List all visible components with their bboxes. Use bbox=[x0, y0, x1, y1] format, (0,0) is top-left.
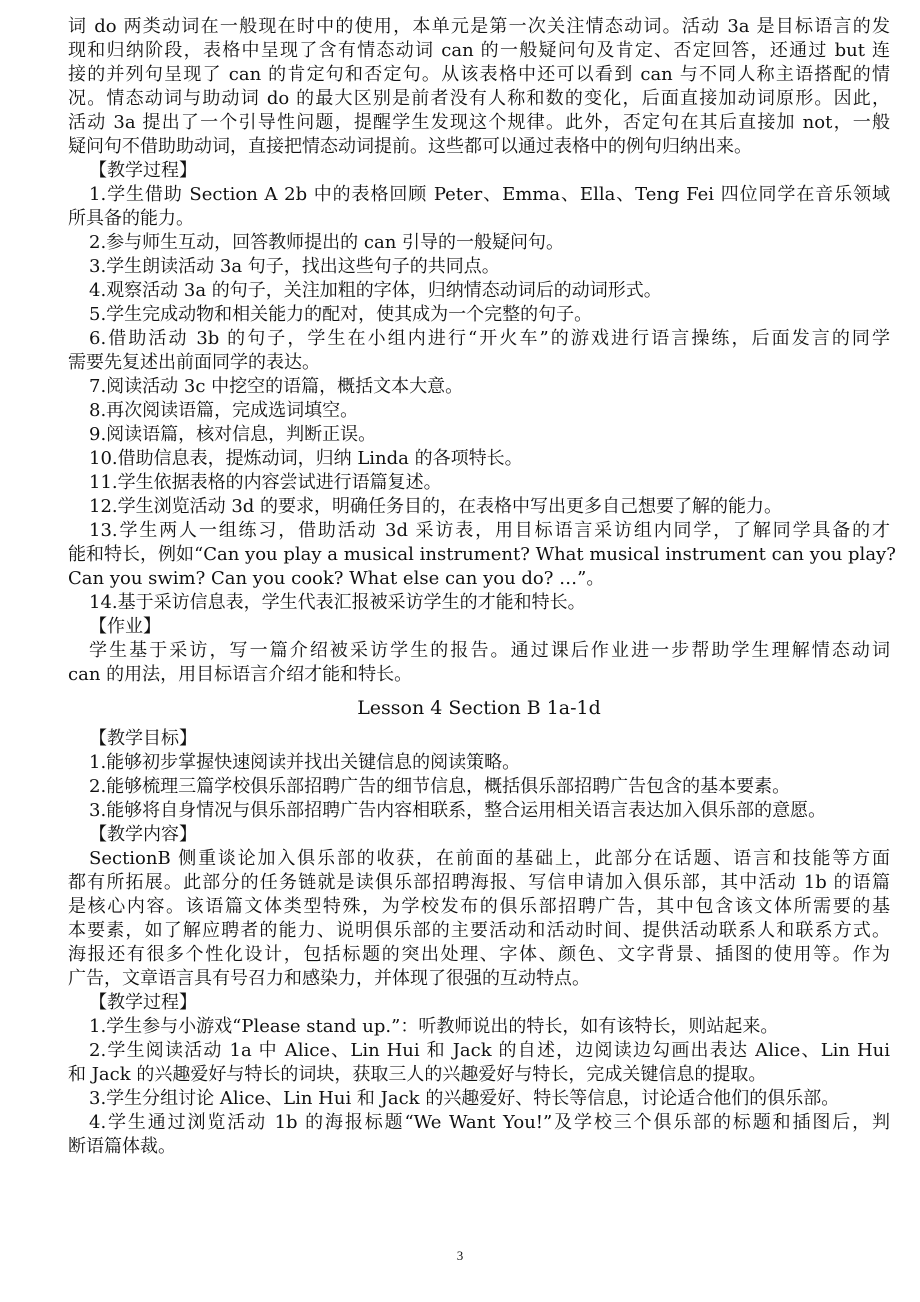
text-line: 和 Jack 的兴趣爱好与特长的词块，获取三人的兴趣爱好与特长，完成关键信息的提取。 bbox=[68, 1064, 767, 1085]
text-line: 8.再次阅读语篇，完成选词填空。 bbox=[89, 400, 359, 421]
text-line: 断语篇体裁。 bbox=[68, 1136, 176, 1157]
text-line: 所具备的能力。 bbox=[68, 208, 194, 229]
text-line: 现和归纳阶段，表格中呈现了含有情态动词 can 的一般疑问句及肯定、否定回答，还通过 but 连 bbox=[68, 40, 890, 61]
document-body bbox=[68, 15, 896, 1159]
text-line: 是核心内容。该语篇文体类型特殊，为学校发布的俱乐部招聘广告，其中包含该文体所需要的基 bbox=[68, 896, 890, 917]
text-line: 疑问句不借助助动词，直接把情态动词提前。这些都可以通过表格中的例句归纳出来。 bbox=[68, 136, 752, 157]
text-line: 3.学生分组讨论 Alice、Lin Hui 和 Jack 的兴趣爱好、特长等信息，讨论适合他们的俱乐部。 bbox=[89, 1088, 840, 1109]
text-line: 本要素，如了解应聘者的能力、说明俱乐部的主要活动和活动时间、提供活动联系人和联系方式。 bbox=[68, 920, 890, 941]
text-line: 1.学生借助 Section A 2b 中的表格回顾 Peter、Emma、Ella、Teng Fei 四位同学在音乐领域 bbox=[89, 184, 890, 205]
text-line: 4.学生通过浏览活动 1b 的海报标题“We Want You!”及学校三个俱乐部的标题和插图后，判 bbox=[89, 1112, 890, 1133]
section-heading: 【教学内容】 bbox=[89, 824, 197, 845]
section-heading: 【教学过程】 bbox=[89, 160, 197, 181]
text-line: Can you swim? Can you cook? What else can you do? …”。 bbox=[68, 568, 605, 589]
text-line: 1.能够初步掌握快速阅读并找出关键信息的阅读策略。 bbox=[89, 752, 521, 773]
text-line: 14.基于采访信息表，学生代表汇报被采访学生的才能和特长。 bbox=[89, 592, 586, 613]
text-line: 1.学生参与小游戏“Please stand up.”：听教师说出的特长，如有该特长，则站起来。 bbox=[89, 1016, 779, 1037]
text-line: 5.学生完成动物和相关能力的配对，使其成为一个完整的句子。 bbox=[89, 304, 593, 325]
text-line: 2.参与师生互动，回答教师提出的 can 引导的一般疑问句。 bbox=[89, 232, 565, 253]
text-line: 7.阅读活动 3c 中挖空的语篇，概括文本大意。 bbox=[89, 376, 464, 397]
text-line: 能和特长，例如“Can you play a musical instrument? What musical instrument can you play? bbox=[68, 544, 896, 565]
text-line: 6.借助活动 3b 的句子，学生在小组内进行“开火车”的游戏进行语言操练，后面发言的同学 bbox=[89, 328, 890, 349]
section-title: Lesson 4 Section B 1a-1d bbox=[357, 697, 601, 719]
section-heading: 【教学过程】 bbox=[89, 992, 197, 1013]
text-line: 词 do 两类动词在一般现在时中的使用，本单元是第一次关注情态动词。活动 3a 是目标语言的发 bbox=[68, 16, 890, 37]
page-number: 3 bbox=[456, 1248, 464, 1263]
text-line: 接的并列句呈现了 can 的肯定句和否定句。从该表格中还可以看到 can 与不同人称主语搭配的情 bbox=[68, 64, 890, 85]
text-line: 需要先复述出前面同学的表达。 bbox=[68, 352, 320, 373]
text-line: 9.阅读语篇，核对信息，判断正误。 bbox=[89, 424, 377, 445]
text-line: 10.借助信息表，提炼动词，归纳 Linda 的各项特长。 bbox=[89, 448, 523, 469]
text-line: 况。情态动词与助动词 do 的最大区别是前者没有人称和数的变化，后面直接加动词原形。因此， bbox=[68, 88, 890, 109]
text-line: 4.观察活动 3a 的句子，关注加粗的字体，归纳情态动词后的动词形式。 bbox=[89, 280, 662, 301]
text-line: 13.学生两人一组练习，借助活动 3d 采访表，用目标语言采访组内同学，了解同学具备的才 bbox=[89, 520, 890, 541]
text-line: 2.能够梳理三篇学校俱乐部招聘广告的细节信息，概括俱乐部招聘广告包含的基本要素。 bbox=[89, 776, 791, 797]
text-line: 学生基于采访，写一篇介绍被采访学生的报告。通过课后作业进一步帮助学生理解情态动词 bbox=[89, 640, 890, 661]
text-line: 都有所拓展。此部分的任务链就是读俱乐部招聘海报、写信申请加入俱乐部，其中活动 1b 的语篇 bbox=[68, 872, 890, 893]
text-line: SectionB 侧重谈论加入俱乐部的收获，在前面的基础上，此部分在话题、语言和技能等方面 bbox=[89, 848, 890, 869]
text-line: 3.学生朗读活动 3a 句子，找出这些句子的共同点。 bbox=[89, 256, 500, 277]
text-line: 3.能够将自身情况与俱乐部招聘广告内容相联系，整合运用相关语言表达加入俱乐部的意愿。 bbox=[89, 800, 827, 821]
text-line: 11.学生依据表格的内容尝试进行语篇复述。 bbox=[89, 472, 442, 493]
text-line: can 的用法，用目标语言介绍才能和特长。 bbox=[68, 664, 413, 685]
text-line: 2.学生阅读活动 1a 中 Alice、Lin Hui 和 Jack 的自述，边阅读边勾画出表达 Alice、Lin Hui bbox=[89, 1040, 890, 1061]
text-line: 活动 3a 提出了一个引导性问题，提醒学生发现这个规律。此外，否定句在其后直接加 not，一般 bbox=[68, 112, 890, 133]
text-line: 12.学生浏览活动 3d 的要求，明确任务目的，在表格中写出更多自己想要了解的能力。 bbox=[89, 496, 783, 517]
section-heading: 【作业】 bbox=[89, 616, 161, 637]
text-line: 海报还有很多个性化设计，包括标题的突出处理、字体、颜色、文字背景、插图的使用等。作为 bbox=[68, 944, 890, 965]
text-line: 广告，文章语言具有号召力和感染力，并体现了很强的互动特点。 bbox=[68, 968, 590, 989]
section-heading: 【教学目标】 bbox=[89, 728, 197, 749]
